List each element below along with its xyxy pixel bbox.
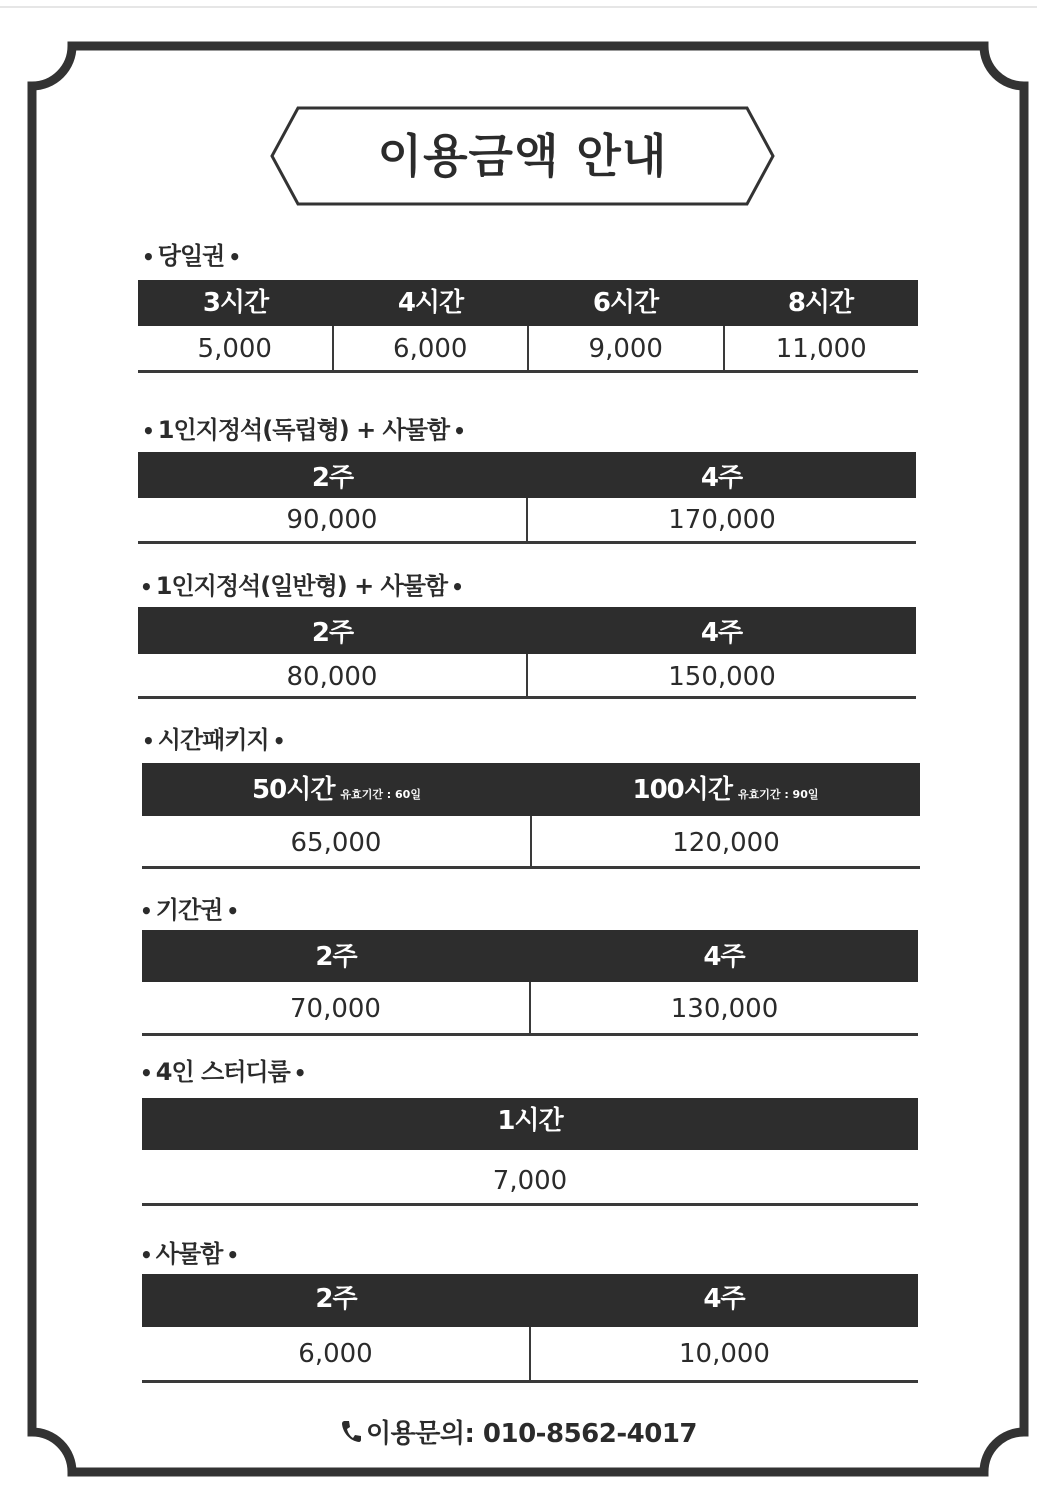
table-header-row bbox=[138, 607, 916, 654]
header-cell: 1시간 bbox=[497, 1106, 563, 1136]
price-table bbox=[138, 607, 916, 699]
price-cell: 6,000 bbox=[298, 1339, 373, 1369]
section-label: • 4인 스터디룸 • bbox=[140, 1058, 306, 1086]
price-cell: 6,000 bbox=[332, 326, 528, 370]
table-header-row bbox=[142, 1098, 918, 1150]
price-table bbox=[142, 930, 918, 1036]
price-cell: 150,000 bbox=[526, 654, 916, 696]
price-cell: 10,000 bbox=[529, 1327, 918, 1380]
header-cell: 2주 bbox=[311, 618, 354, 648]
title-banner bbox=[270, 106, 775, 206]
price-cell: 5,000 bbox=[197, 334, 272, 364]
header-cell bbox=[531, 763, 920, 816]
section-label-text: 1인지정석(독립형) + 사물함 bbox=[157, 416, 450, 444]
price-table bbox=[142, 1098, 918, 1206]
table-header-row bbox=[142, 930, 918, 982]
header-cell: 2주 bbox=[315, 1284, 357, 1314]
price-cell: 170,000 bbox=[526, 498, 916, 541]
header-cell: 2주 bbox=[311, 463, 354, 493]
section-label-text: 기간권 bbox=[155, 896, 223, 924]
section-label: • 기간권 • bbox=[140, 896, 239, 924]
header-cell: 3시간 bbox=[202, 288, 269, 318]
header-cell: 4주 bbox=[700, 463, 743, 493]
price-cell: 130,000 bbox=[529, 982, 918, 1033]
price-cell: 11,000 bbox=[723, 326, 919, 370]
header-cell: 4시간 bbox=[397, 288, 464, 318]
price-table bbox=[142, 1274, 918, 1383]
section-label: • 시간패키지 • bbox=[142, 726, 285, 754]
price-table bbox=[138, 452, 916, 544]
section-label-text: 시간패키지 bbox=[157, 726, 269, 754]
table-header-row bbox=[142, 763, 920, 816]
table-value-row bbox=[142, 816, 920, 869]
table-value-row bbox=[138, 654, 916, 699]
price-cell: 120,000 bbox=[530, 816, 920, 866]
table-header-row bbox=[142, 1274, 918, 1327]
validity-note: 유효기간 : 90일 bbox=[738, 788, 819, 801]
price-cell: 65,000 bbox=[290, 828, 382, 858]
header-cell: 2주 bbox=[315, 942, 357, 972]
table-value-row bbox=[142, 1327, 918, 1383]
header-cell-label: 50시간 bbox=[252, 775, 335, 805]
table-value-row bbox=[142, 982, 918, 1036]
header-cell: 6시간 bbox=[592, 288, 659, 318]
price-cell: 70,000 bbox=[290, 994, 381, 1024]
section-label: • 사물함 • bbox=[140, 1240, 239, 1268]
header-cell: 8시간 bbox=[787, 288, 854, 318]
price-cell: 90,000 bbox=[286, 505, 378, 535]
table-value-row bbox=[138, 498, 916, 544]
price-table bbox=[138, 280, 918, 373]
header-cell: 4주 bbox=[703, 1284, 745, 1314]
page-title: 이용금액 안내 bbox=[377, 129, 668, 183]
section-label-text: 4인 스터디룸 bbox=[155, 1058, 290, 1086]
validity-note: 유효기간 : 60일 bbox=[340, 788, 421, 801]
price-table bbox=[142, 763, 920, 869]
contact-text: 이용문의: 010-8562-4017 bbox=[366, 1419, 697, 1449]
section-label: • 당일권 • bbox=[142, 242, 241, 270]
header-cell: 4주 bbox=[700, 618, 743, 648]
price-cell: 9,000 bbox=[527, 326, 723, 370]
section-label: • 1인지정석(일반형) + 사물함 • bbox=[140, 572, 463, 600]
table-value-row bbox=[138, 326, 918, 373]
table-value-row bbox=[142, 1150, 918, 1206]
table-header-row bbox=[138, 280, 918, 326]
header-cell bbox=[142, 763, 531, 816]
header-cell-label: 100시간 bbox=[632, 775, 732, 805]
table-header-row bbox=[138, 452, 916, 498]
section-label-text: 사물함 bbox=[155, 1240, 223, 1268]
contact-line bbox=[0, 1414, 1037, 1454]
section-label-text: 1인지정석(일반형) + 사물함 bbox=[155, 572, 448, 600]
price-cell: 80,000 bbox=[286, 662, 378, 692]
price-cell: 7,000 bbox=[492, 1166, 568, 1196]
header-cell: 4주 bbox=[703, 942, 745, 972]
section-label: • 1인지정석(독립형) + 사물함 • bbox=[142, 416, 465, 444]
phone-icon bbox=[340, 1415, 362, 1455]
section-label-text: 당일권 bbox=[157, 242, 225, 270]
